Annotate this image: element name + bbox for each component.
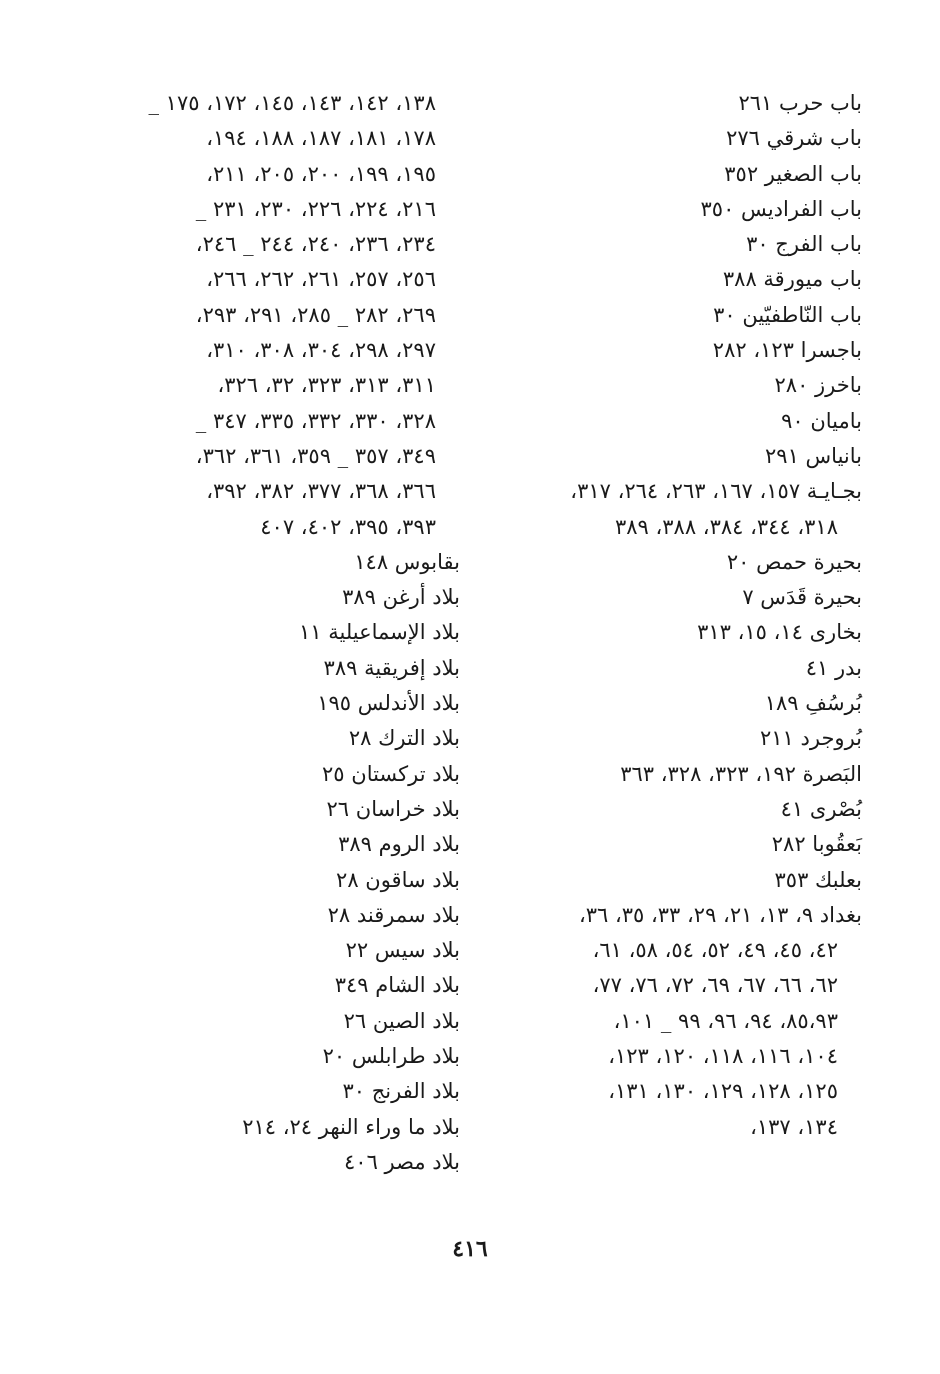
index-entry: بحيرة قَدَس ٧ [742, 585, 862, 610]
index-entry: بخارى ١٤، ١٥، ٣١٣ [697, 620, 862, 645]
index-entry: بلاد طرابلس ٢٠ [322, 1044, 460, 1069]
index-entry-continuation: ٣١١، ٣١٣، ٣٢٣، ٣٢، ٣٢٦، [217, 373, 436, 398]
index-entry: باب ميورقة ٣٨٨ [722, 267, 862, 292]
index-entry: بلاد الأندلس ١٩٥ [317, 691, 460, 716]
index-entry: بدر ٤١ [805, 655, 862, 680]
index-entry: بلاد أرغن ٣٨٩ [342, 585, 460, 610]
index-entry-continuation: ٢١٦، ٢٢٤، ٢٢٦، ٢٣٠، ٢٣١ _ [195, 196, 436, 221]
index-entry-continuation: ٨٥،٩٣، ٩٤، ٩٦، ٩٩ _ ١٠١، [613, 1008, 838, 1033]
index-entry-continuation: ٢٦٩، ٢٨٢ _ ٢٨٥، ٢٩١، ٢٩٣، [195, 302, 436, 327]
page-number: ٤١٦ [452, 1236, 488, 1262]
index-entry-continuation: ٣٢٨، ٣٣٠، ٣٣٢، ٣٣٥، ٣٤٧ _ [195, 408, 436, 433]
index-entry-continuation: ٦٢، ٦٦، ٦٧، ٦٩، ٧٢، ٧٦، ٧٧، [592, 973, 838, 998]
index-entry-continuation: ٢٣٤، ٢٣٦، ٢٤٠، ٢٤٤ _ ٢٤٦، [195, 232, 436, 257]
index-entry-continuation: ١٣٤، ١٣٧، [750, 1114, 838, 1139]
index-entry: بلاد الروم ٣٨٩ [338, 832, 460, 857]
index-entry: بعلبك ٣٥٣ [774, 867, 862, 892]
index-entry: بانياس ٢٩١ [765, 443, 862, 468]
index-entry-continuation: ٣٩٣، ٣٩٥، ٤٠٢، ٤٠٧ [260, 514, 436, 539]
index-entry: بلاد ما وراء النهر ٢٤، ٢١٤ [242, 1114, 460, 1139]
index-entry: بلاد الإسماعيلية ١١ [298, 620, 460, 645]
index-entry: باجسرا ١٢٣، ٢٨٢ [712, 338, 862, 363]
index-entry: البَصرة ١٩٢، ٣٢٣، ٣٢٨، ٣٦٣ [620, 761, 862, 786]
index-entry-continuation: ١٠٤، ١١٦، ١١٨، ١٢٠، ١٢٣، [608, 1044, 838, 1069]
index-entry-continuation: ٢٩٧، ٢٩٨، ٣٠٤، ٣٠٨، ٣١٠، [206, 338, 436, 363]
index-entry: بقابوس ١٤٨ [354, 549, 460, 574]
index-entry-continuation: ٢٥٦، ٢٥٧، ٢٦١، ٢٦٢، ٢٦٦، [206, 267, 436, 292]
index-entry: بلاد مصر ٤٠٦ [344, 1149, 460, 1174]
index-entry: باب شرقي ٢٧٦ [726, 126, 862, 151]
index-entry-continuation: ١٣٨، ١٤٢، ١٤٣، ١٤٥، ١٧٢، ١٧٥ _ [148, 91, 436, 115]
index-entry: بحيرة حمص ٢٠ [726, 549, 862, 574]
index-entry: بُروجرد ٢١١ [759, 726, 862, 751]
index-entry: بُرسُفِ ١٨٩ [764, 691, 862, 716]
index-entry-continuation: ٣١٨، ٣٤٤، ٣٨٤، ٣٨٨، ٣٨٩ [614, 514, 838, 539]
index-entry: باب النّاطفيّين ٣٠ [713, 302, 862, 327]
index-entry: بلاد الفرنج ٣٠ [342, 1079, 460, 1104]
index-entry: بلاد سيس ٢٢ [345, 938, 460, 963]
index-entry: باب الفرج ٣٠ [746, 232, 862, 257]
index-entry: بلاد الصين ٢٦ [343, 1008, 460, 1033]
index-entry-continuation: ١٩٥، ١٩٩، ٢٠٠، ٢٠٥، ٢١١، [206, 161, 436, 186]
index-entry: باب الفراديس ٣٥٠ [700, 196, 862, 221]
index-entry: بغداد ٩، ١٣، ٢١، ٢٩، ٣٣، ٣٥، ٣٦، [578, 902, 862, 927]
index-entry: باب الصغير ٣٥٢ [724, 161, 862, 186]
index-entry: بلاد الشام ٣٤٩ [334, 973, 460, 998]
index-entry-continuation: ٣٤٩، ٣٥٧ _ ٣٥٩، ٣٦١، ٣٦٢، [195, 443, 436, 468]
index-entry: باب حرب ٢٦١ [738, 91, 862, 115]
index-entry: بجـايـة ١٥٧، ١٦٧، ٢٦٣، ٢٦٤، ٣١٧، [570, 479, 862, 504]
index-entry-continuation: ١٧٨، ١٨١، ١٨٧، ١٨٨، ١٩٤، [206, 126, 436, 151]
index-entry: بلاد خراسان ٢٦ [326, 796, 460, 821]
index-entry: بلاد سمرقند ٢٨ [327, 902, 460, 927]
index-entry: بَعقُوبا ٢٨٢ [771, 832, 862, 857]
index-entry-continuation: ٤٢، ٤٥، ٤٩، ٥٢، ٥٤، ٥٨، ٦١، [592, 938, 838, 963]
index-column-right [500, 86, 862, 1145]
index-entry-continuation: ١٢٥، ١٢٨، ١٢٩، ١٣٠، ١٣١، [608, 1079, 838, 1104]
index-entry-continuation: ٣٦٦، ٣٦٨، ٣٧٧، ٣٨٢، ٣٩٢، [206, 479, 436, 504]
index-entry: بلاد الترك ٢٨ [348, 726, 460, 751]
index-entry: بلاد إفريقية ٣٨٩ [323, 655, 460, 680]
index-column-left [80, 86, 460, 1180]
index-entry: باخرز ٢٨٠ [774, 373, 862, 398]
index-entry: بلاد ساقون ٢٨ [336, 867, 460, 892]
index-entry: باميان ٩٠ [781, 408, 862, 433]
index-entry: بلاد تركستان ٢٥ [322, 761, 460, 786]
index-entry: بُصْرى ٤١ [780, 796, 862, 821]
